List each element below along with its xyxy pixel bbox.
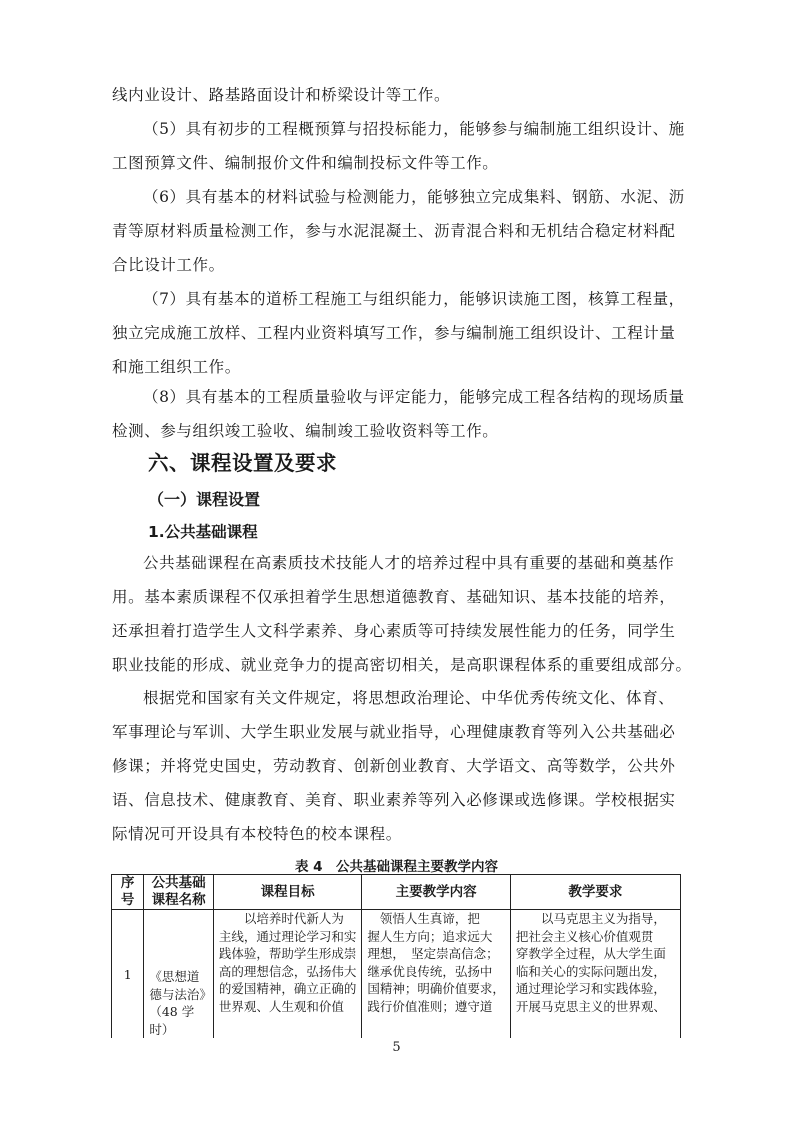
- cell-teaching-requirements: [510, 910, 680, 1039]
- cell-text-line: 的爱国精神，确立正确的: [218, 981, 357, 996]
- paragraph-line: 工图预算文件、编制报价文件和编制投标文件等工作。: [112, 154, 499, 172]
- cell-text-line: 通过理论学习和实践体验，: [515, 981, 666, 996]
- column-header-number: 序号: [112, 875, 144, 910]
- table-header-row: [112, 875, 681, 910]
- table-caption: 表 4 公共基础课程主要教学内容: [294, 859, 499, 875]
- cell-text-line: 世界观、人生观和价值: [218, 998, 344, 1014]
- cell-text-line: 国精神；明确价值要求，: [367, 981, 505, 996]
- cell-text-line: 握人生方向；追求远大: [367, 928, 493, 944]
- cell-number: 1: [112, 910, 144, 1039]
- column-header-course-goal: 课程目标: [213, 875, 362, 910]
- table-row: [112, 910, 681, 1039]
- paragraph-line: 修课；并将党史国史，劳动教育、创新创业教育、大学语文、高等数学，公共外: [112, 757, 676, 775]
- paragraph-line: 和施工组织工作。: [112, 358, 241, 376]
- page-number: 5: [392, 1040, 401, 1055]
- paragraph-line: （7）具有基本的道桥工程施工与组织能力，能够识读施工图，核算工程量，: [143, 290, 685, 308]
- cell-text-line: 践体验，帮助学生形成崇: [218, 946, 357, 961]
- cell-text-line: 继承优良传统，弘扬中: [367, 963, 493, 979]
- paragraph-ability-6: [112, 180, 685, 282]
- subsubsection-heading: 1.公共基础课程: [148, 523, 258, 541]
- cell-text-line: 高的理想信念，弘扬伟大: [218, 963, 357, 979]
- paragraph-public-courses-policy: [112, 681, 682, 851]
- paragraph-line: 公共基础课程在高素质技术技能人才的培养过程中具有重要的基础和奠基作: [143, 554, 675, 572]
- cell-text-line: 践行价值准则；遵守道: [367, 998, 493, 1014]
- paragraph-line: 军事理论与军训、大学生职业发展与就业指导，心理健康教育等列入公共基础必: [112, 723, 676, 741]
- column-header-course-name: 公共基础课程名称: [144, 875, 213, 910]
- paragraph-line: 还承担着打造学生人文科学素养、身心素质等可持续发展性能力的任务，同学生: [112, 622, 676, 640]
- paragraph-ability-5: [112, 112, 685, 180]
- cell-text-line: 主线，通过理论学习和实: [218, 928, 357, 944]
- paragraph-ability-7: [112, 282, 685, 384]
- paragraph-line: （5）具有初步的工程概预算与招投标能力，能够参与编制施工组织设计、施: [143, 120, 685, 138]
- public-courses-table: [111, 874, 681, 1038]
- cell-text-line: 理想， 坚定崇高信念；: [367, 946, 499, 961]
- paragraph-line: 线内业设计、路基路面设计和桥梁设计等工作。: [112, 86, 451, 104]
- cell-text-line: 以培养时代新人为: [218, 911, 344, 926]
- paragraph-line: 合比设计工作。: [112, 256, 225, 274]
- column-header-main-content: 主要教学内容: [362, 875, 511, 910]
- cell-text-line: 临和关心的实际问题出发，: [515, 963, 666, 979]
- subsection-heading: （一）课程设置: [148, 490, 261, 509]
- cell-text-line: 穿教学全过程，从大学生面: [515, 946, 666, 961]
- paragraph-line: 独立完成施工放样、工程内业资料填写工作，参与编制施工组织设计、工程计量: [112, 324, 676, 342]
- paragraph-line: （8）具有基本的工程质量验收与评定能力，能够完成工程各结构的现场质量: [143, 388, 685, 406]
- paragraph-intro: [112, 78, 682, 112]
- cell-text-line: 开展马克思主义的世界观、: [515, 998, 666, 1014]
- paragraph-public-courses-intro: [112, 546, 692, 682]
- cell-text-line: 以马克思主义为指导，: [515, 911, 666, 926]
- paragraph-line: 语、信息技术、健康教育、美育、职业素养等列入必修课或选修课。学校根据实: [112, 791, 676, 809]
- paragraph-line: 职业技能的形成、就业竞争力的提高密切相关，是高职课程体系的重要组成部分。: [112, 656, 692, 674]
- paragraph-line: 检测、参与组织竣工验收、编制竣工验收资料等工作。: [112, 422, 499, 440]
- paragraph-line: （6）具有基本的材料试验与检测能力，能够独立完成集料、钢筋、水泥、沥: [143, 188, 685, 206]
- paragraph-line: 根据党和国家有关文件规定，将思想政治理论、中华优秀传统文化、体育、: [143, 689, 675, 707]
- cell-text-line: 领悟人生真谛，把: [367, 911, 480, 926]
- cell-text-line: 把社会主义核心价值观贯: [515, 928, 654, 944]
- cell-course-name: 《思想道德与法治》（48 学时）: [144, 910, 213, 1039]
- section-heading: 六、课程设置及要求: [148, 451, 337, 475]
- cell-course-goal: [213, 910, 362, 1039]
- paragraph-line: 青等原材料质量检测工作，参与水泥混凝土、沥青混合料和无机结合稳定材料配: [112, 222, 676, 240]
- column-header-teaching-requirements: 教学要求: [510, 875, 680, 910]
- paragraph-ability-8: [112, 380, 685, 448]
- paragraph-line: 际情况可开设具有本校特色的校本课程。: [112, 825, 402, 843]
- paragraph-line: 用。基本素质课程不仅承担着学生思想道德教育、基础知识、基本技能的培养，: [112, 588, 676, 606]
- cell-main-content: [362, 910, 511, 1039]
